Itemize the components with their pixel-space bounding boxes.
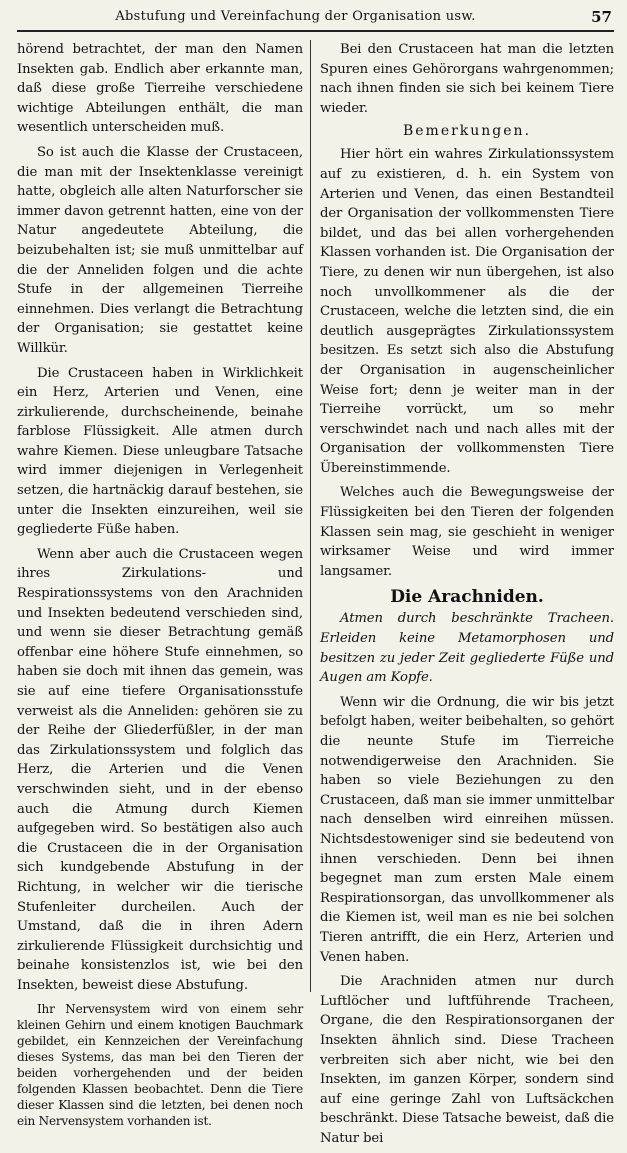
paragraph: Die Arachniden atmen nur durch Luftlöcher und luftführende Tracheen, Organe, die den Respirationsorganen der Insekten ähnlich sind. Diese Tracheen verbreiten sich aber nicht, wie bei den Insekten, im ganzen Körper, sondern sind auf eine geringe Zahl von Luftsäckchen beschränkt. Diese Tatsache beweist, daß die Natur bei: [320, 974, 614, 1146]
text-columns: [17, 40, 614, 1146]
right-column: [320, 40, 614, 1153]
column-divider: [310, 40, 311, 992]
paragraph: Wenn aber auch die Crustaceen wegen ihres Zirkulations- und Respirationssystems von den Arachniden und Insekten bedeutend verschieden sind, und wenn sie dieser Betrachtung gemäß offenbar eine höhere Stufe einnehmen, so haben sie doch mit ihnen das gemein, was sie auf eine tiefere Organisationsstufe verweist als die Anneliden: gehören sie zu der Reihe der Gliederfüßler, in der man das Zirkulationssystem und folglich das Herz, die Arterien und die Venen verschwinden sieht, und in der ebenso auch die Atmung durch Kiemen aufgegeben wird. So bestätigen also auch die Crustaceen die in der Organisation sich kundgebende Abstufung in der Richtung, in welcher wir die tierische Stufenleiter durcheilen. Auch der Umstand, daß die in ihren Adern zirkulierende Flüssigkeit durchsichtig und beinahe konsistenzlos ist, wie bei den Insekten, beweist diese Abstufung.: [17, 546, 303, 993]
section-summary: Atmen durch beschränkte Tracheen. Erleiden keine Metamorphosen und besitzen zu jeder Zeit gegliederte Füße und Augen am Kopfe.: [320, 611, 614, 686]
paragraph: Bei den Crustaceen hat man die letzten Spuren eines Gehörorgans wahrgenommen; nach ihnen finden sie sich bei keinem Tiere wieder.: [320, 42, 614, 116]
paragraph: Hier hört ein wahres Zirkulationssystem auf zu existieren, d. h. ein System von Arterien und Venen, das einen Bestandteil der Organisation der vollkommensten Tiere bildet, und das bei allen vorhergehenden Klassen vorhanden ist. Die Organisation der Tiere, zu denen wir nun übergehen, ist also noch unvollkommener als die der Crustaceen, welche die letzten sind, die ein deutlich ausgeprägtes Zirkulationssystem besitzen. Es setzt sich also die Abstufung der Organisation in augenscheinlicher Weise fort; denn je weiter man in der Tierreihe vorrückt, um so mehr verschwindet nach und nach alles mit der Organisation der vollkommensten Tiere Übereinstimmende.: [320, 147, 614, 476]
paragraph: hörend betrachtet, der man den Namen Insekten gab. Endlich aber erkannte man, daß diese große Tierreihe verschiedene wichtige Abteilungen enthält, die man wesentlich unterscheiden muß.: [17, 42, 303, 136]
section-heading: Die Arachniden.: [390, 587, 544, 608]
paragraph: Die Crustaceen haben in Wirklichkeit ein Herz, Arterien und Venen, eine zirkulierende, durchscheinende, beinahe farblose Flüssigkeit. Alle atmen durch wahre Kiemen. Diese unleugbare Tatsache wird immer diejenigen in Verlegenheit setzen, die hartnäckig darauf bestehen, sie unter die Insekten einzureihen, weil sie gegliederte Füße haben.: [17, 365, 303, 538]
running-head: [17, 6, 614, 32]
paragraph: So ist auch die Klasse der Crustaceen, die man mit der Insektenklasse vereinigt hatte, obgleich alle alten Naturforscher sie immer davon getrennt hatten, eine von der Natur angedeutete Abteilung, die beizubehalten ist; sie muß unmittelbar auf die der Anneliden folgen und die achte Stufe in der allgemeinen Tierreihe einnehmen. Dies verlangt die Betrachtung der Organisation; sie gestattet keine Willkür.: [17, 144, 303, 356]
paragraph: Ihr Nervensystem wird von einem sehr kleinen Gehirn und einem knotigen Bauchmark gebildet, ein Kennzeichen der Vereinfachung dieses Systems, das man bei den Tieren der beiden vorhergehenden und der beiden folgenden Klassen beobachtet. Denn die Tiere dieser Klassen sind die letzten, bei denen noch ein Nervensystem vorhanden ist.: [17, 1001, 303, 1128]
paragraph: Welches auch die Bewegungsweise der Flüssigkeiten bei den Tieren der folgenden Klassen sein mag, sie geschieht in weniger wirksamer Weise und wird immer langsamer.: [320, 485, 614, 579]
page-number: 57: [591, 8, 612, 26]
left-column: [17, 40, 303, 1134]
remarks-heading: Bemerkungen.: [402, 123, 532, 140]
running-title: Abstufung und Vereinfachung der Organisation usw.: [115, 9, 476, 24]
paragraph: Wenn wir die Ordnung, die wir bis jetzt befolgt haben, weiter beibehalten, so gehört die neunte Stufe im Tierreiche notwendigerweise den Arachniden. Sie haben so viele Beziehungen zu den Crustaceen, daß man sie immer unmittelbar nach denselben wird einreihen müssen. Nichtsdestoweniger sind sie bedeutend von ihnen verschieden. Denn bei ihnen begegnet man zum ersten Male einem Respirationsorgan, das unvollkommener als die Kiemen ist, weil man es nie bei solchen Tieren antrifft, die ein Herz, Arterien und Venen haben.: [320, 694, 614, 965]
